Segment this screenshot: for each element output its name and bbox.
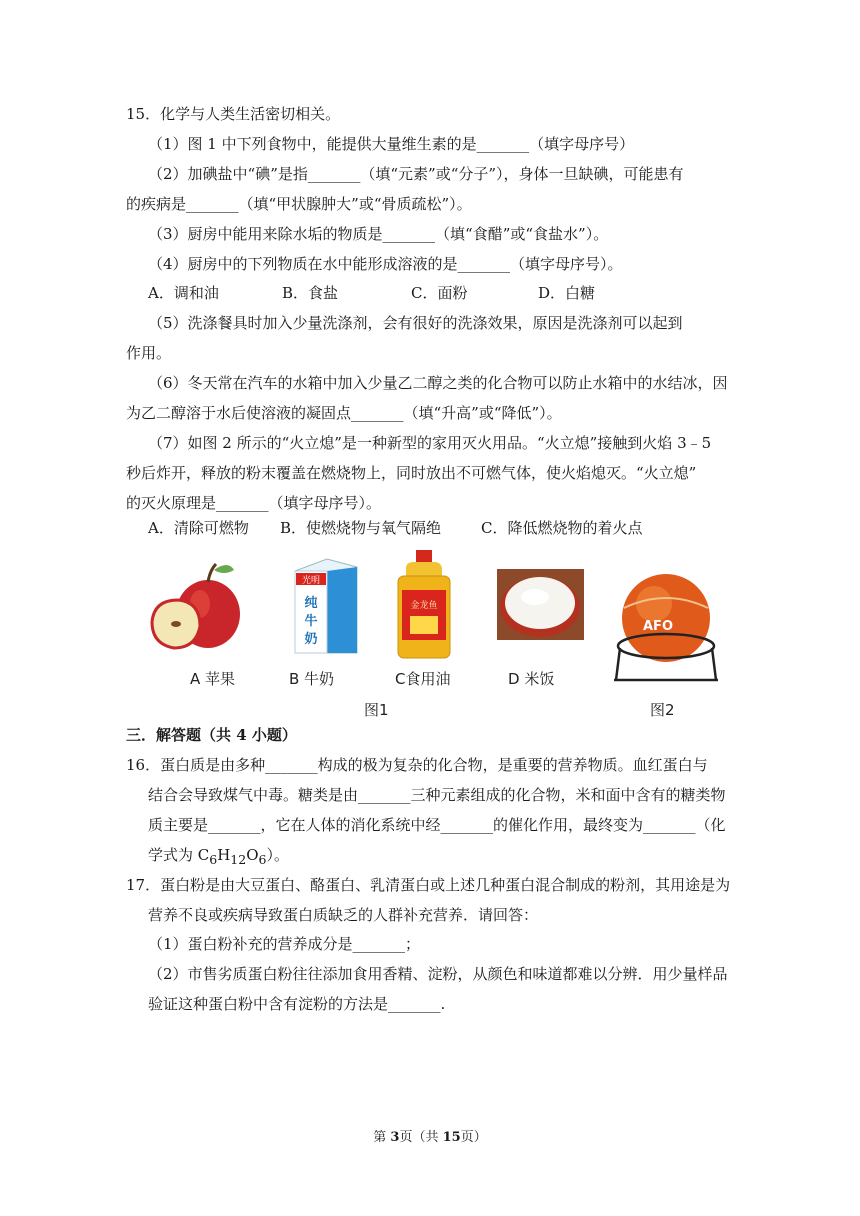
ball-label-text: AFO (643, 619, 673, 634)
q15-part7-line3: 的灭火原理是_______（填字母序号）。 (126, 494, 382, 512)
q15-part1: （1）图 1 中下列食物中，能提供大量维生素的是_______（填字母序号） (148, 135, 635, 153)
apple-image (148, 556, 243, 656)
q15-part7-line2: 秒后炸开，释放的粉末覆盖在燃烧物上，同时放出不可燃气体，使火焰熄灭。“火立熄” (126, 464, 697, 482)
milk-brand-text: 光明 (301, 576, 321, 586)
caption-milk: B 牛奶 (289, 670, 335, 688)
total-page-number: 15 (442, 1130, 461, 1145)
q17-part1: （1）蛋白粉补充的营养成分是_______； (148, 935, 421, 953)
q17-line1: 17．蛋白粉是由大豆蛋白、酪蛋白、乳清蛋白或上述几种蛋白混合制成的粉剂，其用途是为 (126, 876, 731, 894)
milk-carton-image (287, 553, 365, 658)
oil-brand-text: 金龙鱼 (410, 601, 438, 611)
q16-line1: 16．蛋白质是由多种_______构成的极为复杂的化合物，是重要的营养物质。血红蛋白与 (126, 756, 708, 774)
q15-part2-line1: （2）加碘盐中“碘”是指_______（填“元素”或“分子”），身体一旦缺碘，可能患有 (148, 165, 684, 183)
q15-p4-option-a: A．调和油 (148, 284, 219, 302)
q17-part2-line1: （2）市售劣质蛋白粉往往添加食用香精、淀粉，从颜色和味道都难以分辨．用少量样品 (148, 965, 728, 983)
q16-line2: 结合会导致煤气中毒。糖类是由_______三种元素组成的化合物，米和面中含有的糖类物 (148, 786, 726, 804)
q15-p4-option-b: B．食盐 (282, 284, 339, 302)
figure1-caption: 图1 (364, 701, 389, 719)
current-page-number: 3 (390, 1130, 400, 1145)
milk-label-2: 牛 (304, 614, 318, 629)
milk-label-1: 纯 (304, 596, 318, 611)
caption-apple: A 苹果 (190, 670, 236, 688)
oil-bottle-image (392, 548, 454, 660)
q15-p7-option-c: C．降低燃烧物的着火点 (481, 519, 643, 537)
caption-oil: C食用油 (395, 670, 451, 688)
q15-part2-line2: 的疾病是_______（填“甲状腺肿大”或“骨质疏松”）。 (126, 195, 472, 213)
q17-part2-line2: 验证这种蛋白粉中含有淀粉的方法是_______. (148, 995, 446, 1013)
q15-p4-option-d: D．白糖 (538, 284, 596, 302)
q15-title: 15．化学与人类生活密切相关。 (126, 105, 341, 123)
caption-rice: D 米饭 (508, 670, 555, 688)
q15-p7-option-a: A．清除可燃物 (148, 519, 249, 537)
q16-line3: 质主要是_______，它在人体的消化系统中经_______的催化作用，最终变为_______（化 (148, 816, 726, 834)
q15-p4-option-c: C．面粉 (411, 284, 468, 302)
q15-p7-option-b: B．使燃烧物与氧气隔绝 (280, 519, 442, 537)
page-footer: 第 3页（共 15页） (373, 1130, 487, 1145)
q16-line4: 学式为 $C_6H_{12}O_6$）。 (148, 846, 289, 867)
q15-part6-line2: 为乙二醇溶于水后使溶液的凝固点_______（填“升高”或“降低”）。 (126, 404, 562, 422)
q15-part4: （4）厨房中的下列物质在水中能形成溶液的是_______（填字母序号）。 (148, 255, 623, 273)
figure2-caption: 图2 (650, 701, 675, 719)
q15-part3: （3）厨房中能用来除水垢的物质是_______（填“食醋”或“食盐水”）。 (148, 225, 609, 243)
section3-title: 三．解答题（共 4 小题） (126, 726, 297, 744)
fire-extinguisher-ball-image (610, 568, 722, 688)
milk-label-3: 奶 (304, 632, 318, 647)
rice-bowl-image (497, 569, 584, 640)
q15-part5-line1: （5）洗涤餐具时加入少量洗涤剂，会有很好的洗涤效果，原因是洗涤剂可以起到 (148, 314, 683, 332)
q15-part6-line1: （6）冬天常在汽车的水箱中加入少量乙二醇之类的化合物可以防止水箱中的水结冰，因 (148, 374, 728, 392)
q15-part5-line2: 作用。 (126, 344, 172, 362)
q17-line2: 营养不良或疾病导致蛋白质缺乏的人群补充营养．请回答： (148, 906, 539, 924)
q15-part7-line1: （7）如图 2 所示的“火立熄”是一种新型的家用灭火用品。“火立熄”接触到火焰 3﹣5 (148, 434, 712, 452)
